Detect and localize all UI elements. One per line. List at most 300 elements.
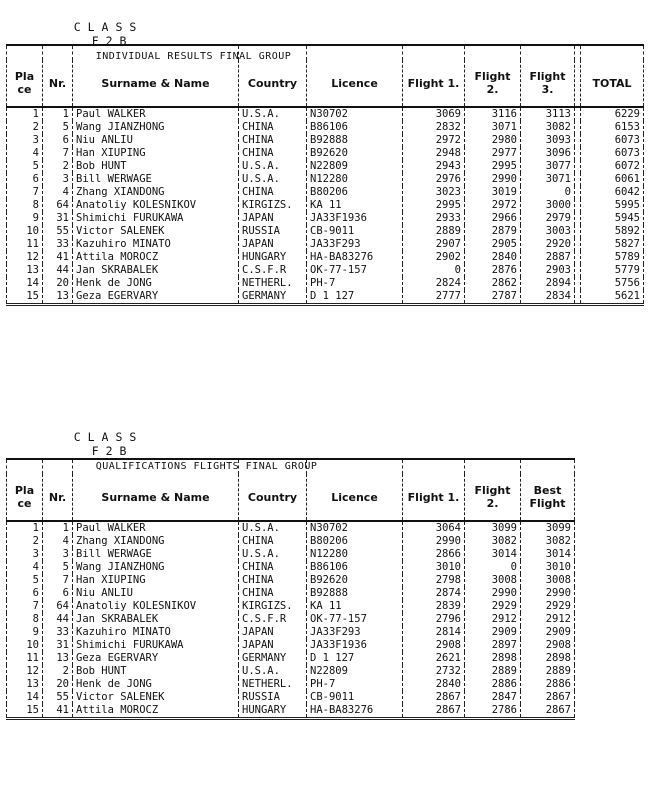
q-col-best-header: Best Flight: [521, 474, 575, 521]
flight1-cell: 3010: [403, 561, 465, 574]
flight1-cell: 3023: [403, 186, 465, 199]
total-cell: 6042: [581, 186, 644, 199]
licence-cell: B86106: [307, 121, 403, 134]
name-cell: Victor SALENEK: [73, 225, 239, 238]
q-col-flight2-header: Flight 2.: [465, 474, 521, 521]
nr-cell: 44: [43, 264, 73, 277]
qualifications-header-row: [7, 474, 575, 521]
licence-cell: HA-BA83276: [307, 704, 403, 719]
name-cell: Han XIUPING: [73, 147, 239, 160]
flight3-cell: 2887: [521, 251, 575, 264]
flight2-cell: 3019: [465, 186, 521, 199]
nr-cell: 6: [43, 587, 73, 600]
flight1-cell: 2814: [403, 626, 465, 639]
country-cell: CHINA: [239, 561, 307, 574]
flight1-cell: 2840: [403, 678, 465, 691]
country-cell: U.S.A.: [239, 521, 307, 535]
results-title: INDIVIDUAL RESULTS FINAL GROUP: [95, 51, 292, 62]
flight1-cell: 2867: [403, 704, 465, 719]
country-cell: C.S.F.R: [239, 613, 307, 626]
place-cell: 2: [7, 535, 43, 548]
flight1-cell: 2874: [403, 587, 465, 600]
flight3-cell: 3093: [521, 134, 575, 147]
best-flight-cell: 3099: [521, 521, 575, 535]
licence-cell: N12280: [307, 173, 403, 186]
country-cell: CHINA: [239, 535, 307, 548]
nr-cell: 3: [43, 173, 73, 186]
licence-cell: N30702: [307, 107, 403, 121]
flight2-cell: 2886: [465, 678, 521, 691]
results-table: [6, 44, 644, 306]
country-cell: CHINA: [239, 587, 307, 600]
table-row: [7, 173, 644, 186]
place-cell: 15: [7, 704, 43, 719]
flight3-cell: 2894: [521, 277, 575, 290]
licence-cell: HA-BA83276: [307, 251, 403, 264]
licence-cell: B86106: [307, 561, 403, 574]
place-cell: 9: [7, 626, 43, 639]
licence-cell: N30702: [307, 521, 403, 535]
licence-cell: CB-9011: [307, 225, 403, 238]
country-cell: U.S.A.: [239, 665, 307, 678]
place-cell: 13: [7, 678, 43, 691]
total-cell: 5621: [581, 290, 644, 305]
q-col-name-header: Surname & Name: [73, 474, 239, 521]
country-cell: KIRGIZS.: [239, 600, 307, 613]
place-cell: 11: [7, 238, 43, 251]
best-flight-cell: 2898: [521, 652, 575, 665]
best-flight-cell: 3008: [521, 574, 575, 587]
flight2-cell: 2879: [465, 225, 521, 238]
name-cell: Niu ANLIU: [73, 587, 239, 600]
place-cell: 1: [7, 107, 43, 121]
name-cell: Shimichi FURUKAWA: [73, 639, 239, 652]
nr-cell: 7: [43, 574, 73, 587]
col-flight2-header: Flight 2.: [465, 60, 521, 107]
flight2-cell: 2847: [465, 691, 521, 704]
country-cell: GERMANY: [239, 652, 307, 665]
best-flight-cell: 3082: [521, 535, 575, 548]
country-cell: U.S.A.: [239, 160, 307, 173]
total-cell: 6229: [581, 107, 644, 121]
flight3-cell: 2979: [521, 212, 575, 225]
name-cell: Bill WERWAGE: [73, 548, 239, 561]
table-row: [7, 678, 575, 691]
flight1-cell: 2796: [403, 613, 465, 626]
table-row: [7, 199, 644, 212]
flight3-cell: 2903: [521, 264, 575, 277]
table-row: [7, 107, 644, 121]
place-cell: 3: [7, 134, 43, 147]
qualifications-class-code: F2B: [91, 444, 134, 458]
licence-cell: B92620: [307, 574, 403, 587]
nr-cell: 31: [43, 212, 73, 225]
licence-cell: N12280: [307, 548, 403, 561]
country-cell: JAPAN: [239, 639, 307, 652]
licence-cell: OK-77-157: [307, 264, 403, 277]
col-name-header: Surname & Name: [73, 60, 239, 107]
country-cell: RUSSIA: [239, 691, 307, 704]
flight2-cell: 2929: [465, 600, 521, 613]
nr-cell: 4: [43, 186, 73, 199]
table-row: [7, 134, 644, 147]
best-flight-cell: 2867: [521, 704, 575, 719]
flight2-cell: 2862: [465, 277, 521, 290]
name-cell: Wang JIANZHONG: [73, 561, 239, 574]
place-cell: 7: [7, 186, 43, 199]
nr-cell: 55: [43, 225, 73, 238]
table-row: [7, 561, 575, 574]
place-cell: 8: [7, 613, 43, 626]
country-cell: HUNGARY: [239, 704, 307, 719]
flight1-cell: 2832: [403, 121, 465, 134]
licence-cell: PH-7: [307, 678, 403, 691]
flight2-cell: 2897: [465, 639, 521, 652]
col-total-header: TOTAL: [581, 60, 644, 107]
table-row: [7, 587, 575, 600]
flight2-cell: 0: [465, 561, 521, 574]
licence-cell: B92888: [307, 587, 403, 600]
flight1-cell: 2907: [403, 238, 465, 251]
nr-cell: 41: [43, 704, 73, 719]
table-row: [7, 639, 575, 652]
flight2-cell: 3082: [465, 535, 521, 548]
place-cell: 14: [7, 277, 43, 290]
total-cell: 5827: [581, 238, 644, 251]
q-col-place-header: Pla ce: [7, 474, 43, 521]
licence-cell: JA33F1936: [307, 212, 403, 225]
nr-cell: 33: [43, 238, 73, 251]
table-row: [7, 147, 644, 160]
table-row: [7, 521, 575, 535]
name-cell: Bob HUNT: [73, 160, 239, 173]
licence-cell: B80206: [307, 186, 403, 199]
best-flight-cell: 2929: [521, 600, 575, 613]
flight1-cell: 3069: [403, 107, 465, 121]
licence-cell: JA33F293: [307, 238, 403, 251]
table-row: [7, 652, 575, 665]
nr-cell: 5: [43, 121, 73, 134]
flight2-cell: 2912: [465, 613, 521, 626]
name-cell: Niu ANLIU: [73, 134, 239, 147]
place-cell: 4: [7, 147, 43, 160]
table-row: [7, 600, 575, 613]
col-country-header: Country: [239, 60, 307, 107]
name-cell: Shimichi FURUKAWA: [73, 212, 239, 225]
place-cell: 14: [7, 691, 43, 704]
flight2-cell: 2966: [465, 212, 521, 225]
nr-cell: 64: [43, 600, 73, 613]
qualifications-table: [6, 458, 575, 720]
flight1-cell: 2798: [403, 574, 465, 587]
total-cell: 5756: [581, 277, 644, 290]
q-col-nr-header: Nr.: [43, 474, 73, 521]
country-cell: U.S.A.: [239, 107, 307, 121]
name-cell: Bob HUNT: [73, 665, 239, 678]
place-cell: 6: [7, 173, 43, 186]
nr-cell: 5: [43, 561, 73, 574]
flight1-cell: 2866: [403, 548, 465, 561]
licence-cell: KA 11: [307, 199, 403, 212]
results-header-row: [7, 60, 644, 107]
best-flight-cell: 2912: [521, 613, 575, 626]
country-cell: GERMANY: [239, 290, 307, 305]
results-class-code: F2B: [91, 34, 134, 48]
name-cell: Zhang XIANDONG: [73, 186, 239, 199]
nr-cell: 41: [43, 251, 73, 264]
licence-cell: N22809: [307, 160, 403, 173]
place-cell: 5: [7, 160, 43, 173]
best-flight-cell: 2908: [521, 639, 575, 652]
flight3-cell: 3077: [521, 160, 575, 173]
nr-cell: 3: [43, 548, 73, 561]
licence-cell: N22809: [307, 665, 403, 678]
flight2-cell: 3071: [465, 121, 521, 134]
nr-cell: 4: [43, 535, 73, 548]
country-cell: CHINA: [239, 121, 307, 134]
flight3-cell: 3003: [521, 225, 575, 238]
flight2-cell: 2990: [465, 587, 521, 600]
nr-cell: 7: [43, 147, 73, 160]
total-cell: 5995: [581, 199, 644, 212]
flight3-cell: 3096: [521, 147, 575, 160]
flight2-cell: 2909: [465, 626, 521, 639]
flight1-cell: 3064: [403, 521, 465, 535]
best-flight-cell: 2909: [521, 626, 575, 639]
best-flight-cell: 3010: [521, 561, 575, 574]
flight2-cell: 2905: [465, 238, 521, 251]
name-cell: Anatoliy KOLESNIKOV: [73, 600, 239, 613]
flight2-cell: 2876: [465, 264, 521, 277]
place-cell: 12: [7, 251, 43, 264]
country-cell: NETHERL.: [239, 277, 307, 290]
total-cell: 6073: [581, 134, 644, 147]
place-cell: 10: [7, 639, 43, 652]
flight1-cell: 2948: [403, 147, 465, 160]
licence-cell: JA33F1936: [307, 639, 403, 652]
flight2-cell: 2980: [465, 134, 521, 147]
table-row: [7, 212, 644, 225]
licence-cell: B80206: [307, 535, 403, 548]
best-flight-cell: 2889: [521, 665, 575, 678]
name-cell: Anatoliy KOLESNIKOV: [73, 199, 239, 212]
table-row: [7, 160, 644, 173]
nr-cell: 2: [43, 665, 73, 678]
flight1-cell: 2990: [403, 535, 465, 548]
licence-cell: CB-9011: [307, 691, 403, 704]
flight1-cell: 2972: [403, 134, 465, 147]
flight2-cell: 2840: [465, 251, 521, 264]
name-cell: Bill WERWAGE: [73, 173, 239, 186]
table-row: [7, 277, 644, 290]
total-cell: 6153: [581, 121, 644, 134]
country-cell: CHINA: [239, 186, 307, 199]
place-cell: 6: [7, 587, 43, 600]
country-cell: CHINA: [239, 147, 307, 160]
col-licence-header: Licence: [307, 60, 403, 107]
place-cell: 5: [7, 574, 43, 587]
best-flight-cell: 2867: [521, 691, 575, 704]
name-cell: Attila MOROCZ: [73, 704, 239, 719]
flight2-cell: 3099: [465, 521, 521, 535]
flight2-cell: 3014: [465, 548, 521, 561]
nr-cell: 20: [43, 277, 73, 290]
licence-cell: D 1 127: [307, 290, 403, 305]
place-cell: 1: [7, 521, 43, 535]
results-class-label: CLASS: [73, 20, 144, 34]
name-cell: Henk de JONG: [73, 678, 239, 691]
place-cell: 13: [7, 264, 43, 277]
name-cell: Kazuhiro MINATO: [73, 626, 239, 639]
q-col-licence-header: Licence: [307, 474, 403, 521]
licence-cell: KA 11: [307, 600, 403, 613]
nr-cell: 1: [43, 107, 73, 121]
table-row: [7, 548, 575, 561]
name-cell: Henk de JONG: [73, 277, 239, 290]
nr-cell: 55: [43, 691, 73, 704]
name-cell: Geza EGERVARY: [73, 290, 239, 305]
name-cell: Jan SKRABALEK: [73, 613, 239, 626]
place-cell: 15: [7, 290, 43, 305]
place-cell: 9: [7, 212, 43, 225]
total-cell: 6072: [581, 160, 644, 173]
flight1-cell: 0: [403, 264, 465, 277]
flight2-cell: 2995: [465, 160, 521, 173]
flight1-cell: 2995: [403, 199, 465, 212]
flight2-cell: 2977: [465, 147, 521, 160]
flight3-cell: 2834: [521, 290, 575, 305]
name-cell: Zhang XIANDONG: [73, 535, 239, 548]
name-cell: Paul WALKER: [73, 521, 239, 535]
place-cell: 3: [7, 548, 43, 561]
col-place-header: Pla ce: [7, 60, 43, 107]
best-flight-cell: 2990: [521, 587, 575, 600]
flight2-cell: 2786: [465, 704, 521, 719]
flight1-cell: 2933: [403, 212, 465, 225]
qualifications-class-label: CLASS: [73, 430, 144, 444]
flight1-cell: 2976: [403, 173, 465, 186]
flight2-cell: 3116: [465, 107, 521, 121]
flight3-cell: 3000: [521, 199, 575, 212]
total-cell: 5789: [581, 251, 644, 264]
name-cell: Paul WALKER: [73, 107, 239, 121]
flight2-cell: 2972: [465, 199, 521, 212]
table-row: [7, 264, 644, 277]
nr-cell: 64: [43, 199, 73, 212]
table-row: [7, 613, 575, 626]
country-cell: C.S.F.R: [239, 264, 307, 277]
col-flight1-header: Flight 1.: [403, 60, 465, 107]
nr-cell: 20: [43, 678, 73, 691]
flight2-cell: 2990: [465, 173, 521, 186]
name-cell: Wang JIANZHONG: [73, 121, 239, 134]
country-cell: CHINA: [239, 574, 307, 587]
country-cell: JAPAN: [239, 212, 307, 225]
country-cell: U.S.A.: [239, 548, 307, 561]
total-cell: 6061: [581, 173, 644, 186]
table-row: [7, 186, 644, 199]
licence-cell: OK-77-157: [307, 613, 403, 626]
nr-cell: 2: [43, 160, 73, 173]
table-row: [7, 626, 575, 639]
flight1-cell: 2889: [403, 225, 465, 238]
table-row: [7, 225, 644, 238]
flight2-cell: 2787: [465, 290, 521, 305]
flight1-cell: 2943: [403, 160, 465, 173]
flight1-cell: 2867: [403, 691, 465, 704]
country-cell: CHINA: [239, 134, 307, 147]
nr-cell: 44: [43, 613, 73, 626]
nr-cell: 33: [43, 626, 73, 639]
flight1-cell: 2777: [403, 290, 465, 305]
flight1-cell: 2902: [403, 251, 465, 264]
flight2-cell: 3008: [465, 574, 521, 587]
q-col-flight1-header: Flight 1.: [403, 474, 465, 521]
flight3-cell: 0: [521, 186, 575, 199]
country-cell: JAPAN: [239, 626, 307, 639]
country-cell: HUNGARY: [239, 251, 307, 264]
flight3-cell: 3071: [521, 173, 575, 186]
flight1-cell: 2824: [403, 277, 465, 290]
total-cell: 5779: [581, 264, 644, 277]
table-row: [7, 665, 575, 678]
flight2-cell: 2889: [465, 665, 521, 678]
licence-cell: B92888: [307, 134, 403, 147]
table-row: [7, 535, 575, 548]
best-flight-cell: 2886: [521, 678, 575, 691]
nr-cell: 31: [43, 639, 73, 652]
nr-cell: 13: [43, 290, 73, 305]
country-cell: KIRGIZS.: [239, 199, 307, 212]
table-row: [7, 574, 575, 587]
total-cell: 5945: [581, 212, 644, 225]
total-cell: 6073: [581, 147, 644, 160]
place-cell: 7: [7, 600, 43, 613]
nr-cell: 13: [43, 652, 73, 665]
flight1-cell: 2839: [403, 600, 465, 613]
country-cell: RUSSIA: [239, 225, 307, 238]
flight2-cell: 2898: [465, 652, 521, 665]
place-cell: 12: [7, 665, 43, 678]
best-flight-cell: 3014: [521, 548, 575, 561]
name-cell: Attila MOROCZ: [73, 251, 239, 264]
table-row: [7, 290, 644, 305]
place-cell: 4: [7, 561, 43, 574]
licence-cell: B92620: [307, 147, 403, 160]
qualifications-title: QUALIFICATIONS FLIGHTS FINAL GROUP: [95, 461, 318, 472]
licence-cell: PH-7: [307, 277, 403, 290]
table-row: [7, 238, 644, 251]
name-cell: Jan SKRABALEK: [73, 264, 239, 277]
table-row: [7, 704, 575, 719]
q-col-country-header: Country: [239, 474, 307, 521]
table-row: [7, 121, 644, 134]
nr-cell: 1: [43, 521, 73, 535]
country-cell: U.S.A.: [239, 173, 307, 186]
name-cell: Kazuhiro MINATO: [73, 238, 239, 251]
place-cell: 2: [7, 121, 43, 134]
name-cell: Geza EGERVARY: [73, 652, 239, 665]
place-cell: 10: [7, 225, 43, 238]
name-cell: Han XIUPING: [73, 574, 239, 587]
total-cell: 5892: [581, 225, 644, 238]
flight3-cell: 3113: [521, 107, 575, 121]
flight3-cell: 3082: [521, 121, 575, 134]
country-cell: JAPAN: [239, 238, 307, 251]
country-cell: NETHERL.: [239, 678, 307, 691]
table-row: [7, 691, 575, 704]
flight1-cell: 2621: [403, 652, 465, 665]
